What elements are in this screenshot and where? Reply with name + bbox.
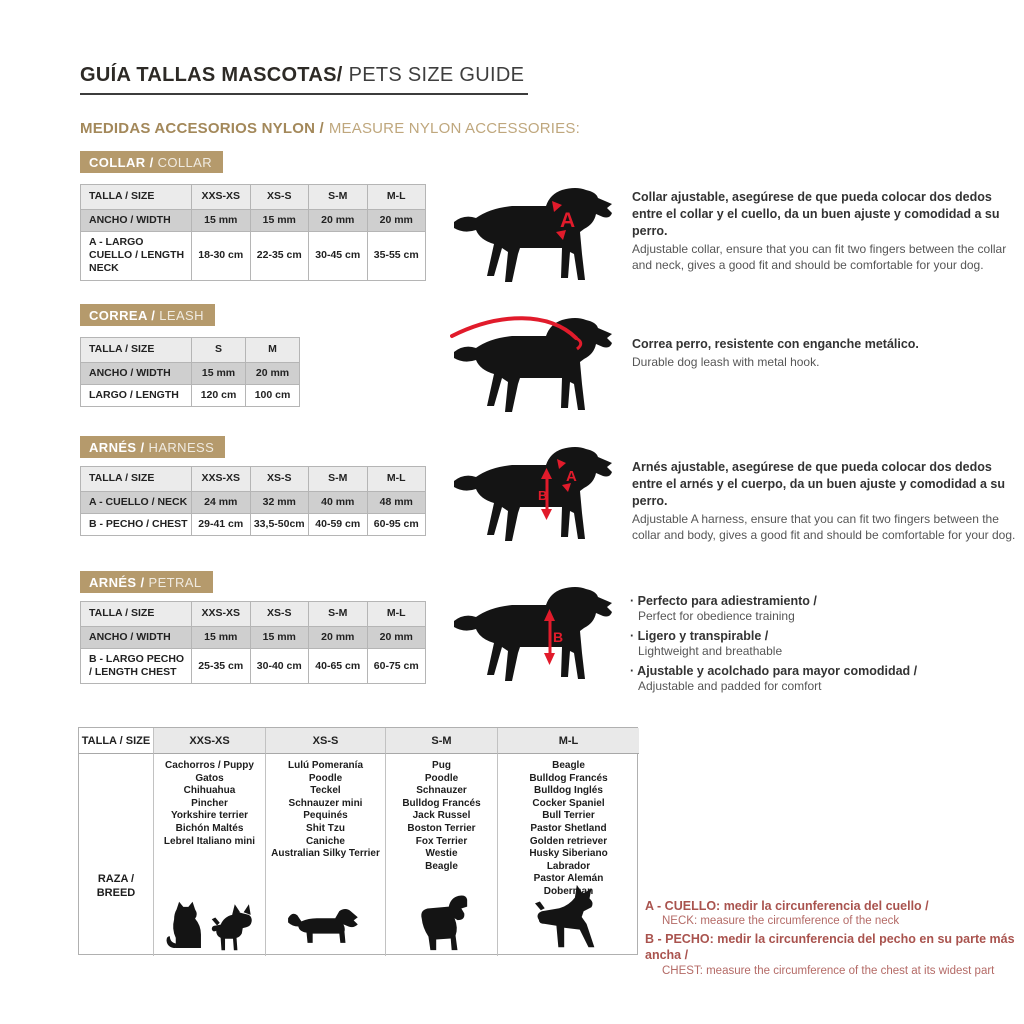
page-title-en: PETS SIZE GUIDE (348, 64, 525, 86)
size-value-cell: 30-45 cm (309, 232, 368, 280)
size-table-label-header: TALLA / SIZE (81, 602, 192, 627)
doberman-silhouette-icon (530, 882, 612, 954)
note-b-es: B - PECHO: medir la circunferencia del pecho en su parte más ancha / (645, 932, 1015, 963)
breed-item: Labrador (546, 860, 591, 872)
breed-item: Schnauzer mini (288, 797, 363, 809)
size-row-label: ANCHO / WIDTH (81, 210, 192, 232)
size-value-cell: 15 mm (250, 210, 309, 232)
badge-label-en: COLLAR (157, 155, 213, 170)
breed-item: Lulú Pomeranía (287, 760, 363, 771)
size-value-cell: 120 cm (192, 385, 246, 407)
collar-description-es: Collar ajustable, asegúrese de que pueda colocar dos dedos entre el collar y el cuello, da un buen ajuste y comodidad a su perro. (632, 190, 1000, 238)
breed-item: Pequinés (303, 810, 348, 822)
breed-item: Bulldog Francés (529, 772, 608, 784)
badge-label-en: PETRAL (148, 575, 202, 590)
harness-neck-marking-letter: A (566, 468, 577, 485)
size-table-label-header: TALLA / SIZE (81, 467, 192, 492)
collar-section-badge (80, 151, 223, 173)
breed-item: Westie (425, 848, 458, 860)
size-column-header: XS-S (250, 185, 309, 210)
breed-item: Golden retriever (529, 835, 608, 847)
size-value-cell: 20 mm (367, 210, 426, 232)
breed-item: Doberman (543, 885, 594, 897)
badge-label-es: CORREA / (89, 308, 156, 323)
size-row-label: LARGO / LENGTH (81, 385, 192, 407)
breed-item: Gatos (195, 772, 224, 784)
harness-description-en: Adjustable A harness, ensure that you can fit two fingers between the collar and body, gives a good fit and should be comfortable for your dog. (632, 511, 1016, 542)
breed-item: Pincher (191, 797, 228, 809)
leash-description (632, 336, 1020, 370)
cat-silhouette-icon (164, 900, 206, 954)
breed-item: Bull Terrier (542, 810, 595, 822)
breed-item: Poodle (308, 772, 343, 784)
page-title (80, 64, 528, 95)
petral-feature-es: · Perfecto para adiestramiento / (630, 594, 817, 608)
breed-item: Yorkshire terrier (170, 810, 249, 822)
harness-section-badge (80, 436, 225, 458)
chihuahua-silhouette-icon (210, 904, 256, 954)
size-row-label: B - LARGO PECHO / LENGTH CHEST (81, 649, 192, 684)
harness-description-es: Arnés ajustable, asegúrese de que pueda colocar dos dedos entre el arnés y el cuerpo, da un buen ajuste y comodidad a su perro. (632, 460, 1006, 508)
dog-harness-illustration-icon (450, 437, 620, 549)
badge-label-es: ARNÉS / (89, 575, 145, 590)
size-value-cell: 40-59 cm (309, 514, 368, 536)
size-column-header: S-M (309, 602, 368, 627)
breed-item: Bichón Maltés (175, 822, 244, 834)
breed-item: Poodle (424, 772, 459, 784)
note-b-en: CHEST: measure the circumference of the chest at its widest part (662, 964, 995, 977)
size-value-cell: 15 mm (192, 210, 251, 232)
petral-feature-es: · Ajustable y acolchado para mayor comodidad / (630, 663, 918, 678)
size-column-header: S-M (309, 467, 368, 492)
breed-item: Bulldog Francés (402, 797, 481, 809)
leash-section-badge (80, 304, 215, 326)
breed-item: Beagle (425, 860, 458, 872)
size-value-cell: 25-35 cm (192, 649, 251, 684)
dog-collar-illustration-icon (450, 182, 620, 288)
petral-section-badge (80, 571, 213, 593)
breed-header-xs-s: XS-S (266, 728, 386, 754)
measurement-notes (645, 896, 1017, 979)
breed-cell-s-m (386, 754, 498, 956)
leash-description-en: Durable dog leash with metal hook. (632, 354, 820, 369)
petral-feature-en: Adjustable and padded for comfort (638, 678, 822, 693)
size-value-cell: 15 mm (192, 363, 246, 385)
dachshund-silhouette-icon (286, 907, 366, 948)
breed-item: Cachorros / Puppy (165, 760, 254, 771)
breed-item: Jack Russel (412, 810, 471, 822)
size-value-cell: 32 mm (250, 492, 309, 514)
size-value-cell: 60-95 cm (367, 514, 426, 536)
breed-header-m-l: M-L (498, 728, 639, 754)
size-value-cell: 20 mm (246, 363, 300, 385)
harness-size-table (80, 466, 426, 536)
collar-description-en: Adjustable collar, ensure that you can fit two fingers between the collar and neck, gives a good fit and should be comfortable for your dog. (632, 241, 1007, 272)
breed-item: Schnauzer (416, 785, 467, 797)
size-row-label: ANCHO / WIDTH (81, 363, 192, 385)
size-row-label: A - CUELLO / NECK (81, 492, 192, 514)
badge-label-en: LEASH (159, 308, 204, 323)
note-a-en: NECK: measure the circumference of the neck (662, 915, 900, 928)
size-value-cell: 20 mm (309, 210, 368, 232)
breed-item: Lebrel Italiano mini (163, 835, 256, 847)
size-value-cell: 20 mm (309, 627, 368, 649)
collar-description (632, 189, 1020, 273)
size-value-cell: 40-65 cm (309, 649, 368, 684)
breed-item: Shit Tzu (306, 822, 345, 834)
size-value-cell: 60-75 cm (367, 649, 426, 684)
breed-item: Husky Siberiano (529, 848, 608, 860)
petral-chest-marking-letter: B (553, 629, 564, 645)
size-row-label: B - PECHO / CHEST (81, 514, 192, 536)
breed-row-label: RAZA / BREED (96, 873, 136, 900)
page-subtitle (80, 120, 580, 137)
badge-label-es: COLLAR / (89, 155, 154, 170)
note-a-es: A - CUELLO: medir la circunferencia del cuello / (645, 899, 929, 913)
size-value-cell: 15 mm (250, 627, 309, 649)
size-value-cell: 40 mm (309, 492, 368, 514)
size-row-label: ANCHO / WIDTH (81, 627, 192, 649)
size-column-header: M (246, 338, 300, 363)
petral-feature-list (630, 590, 1018, 695)
size-value-cell: 100 cm (246, 385, 300, 407)
breed-item: Teckel (310, 785, 341, 797)
badge-label-es: ARNÉS / (89, 440, 145, 455)
petral-feature-en: Perfect for obedience training (638, 609, 795, 624)
size-value-cell: 35-55 cm (367, 232, 426, 280)
page-subtitle-es: MEDIDAS ACCESORIOS NYLON / (80, 120, 324, 137)
size-value-cell: 18-30 cm (192, 232, 251, 280)
size-column-header: XXS-XS (192, 602, 251, 627)
size-column-header: XS-S (250, 467, 309, 492)
size-column-header: M-L (367, 602, 426, 627)
breed-item: Cocker Spaniel (532, 797, 605, 809)
breed-item: Boston Terrier (407, 822, 476, 834)
size-value-cell: 48 mm (367, 492, 426, 514)
size-value-cell: 20 mm (367, 627, 426, 649)
size-value-cell: 30-40 cm (250, 649, 309, 684)
size-value-cell: 33,5-50cm (250, 514, 309, 536)
size-value-cell: 29-41 cm (192, 514, 251, 536)
size-column-header: M-L (367, 185, 426, 210)
badge-label-en: HARNESS (148, 440, 215, 455)
size-column-header: S-M (309, 185, 368, 210)
size-column-header: XXS-XS (192, 467, 251, 492)
breed-row-label-cell (79, 754, 154, 956)
breed-header-xxs-xs: XXS-XS (154, 728, 266, 754)
petral-feature-es: · Ligero y transpirable / (630, 628, 769, 643)
petral-size-table (80, 601, 426, 684)
breed-item: Caniche (306, 835, 345, 847)
page-subtitle-en: MEASURE NYLON ACCESSORIES: (328, 120, 580, 137)
size-column-header: S (192, 338, 246, 363)
breed-cell-xxs-xs (154, 754, 266, 956)
size-value-cell: 15 mm (192, 627, 251, 649)
breed-header-s-m: S-M (386, 728, 498, 754)
breed-item: Pastor Alemán (533, 873, 604, 885)
harness-description (632, 459, 1020, 543)
size-column-header: XS-S (250, 602, 309, 627)
dog-petral-illustration-icon (450, 570, 620, 698)
breed-item: Fox Terrier (415, 835, 468, 847)
petral-feature-en: Lightweight and breathable (638, 644, 783, 659)
breed-item: Beagle (552, 760, 585, 771)
size-row-label: A - LARGO CUELLO / LENGTH NECK (81, 232, 192, 280)
collar-size-table (80, 184, 426, 281)
breed-item: Pastor Shetland (530, 822, 607, 834)
size-table-label-header: TALLA / SIZE (81, 338, 192, 363)
page-title-es: GUÍA TALLAS MASCOTAS/ (80, 64, 343, 86)
breed-item: Australian Silky Terrier (271, 848, 380, 860)
collar-marking-letter: A (560, 209, 576, 232)
breed-size-table (78, 727, 638, 955)
breed-cell-m-l (498, 754, 639, 956)
breed-cell-xs-s (266, 754, 386, 956)
breed-header-size: TALLA / SIZE (79, 728, 154, 754)
breed-item: Pug (432, 760, 451, 771)
breed-item: Bulldog Inglés (534, 785, 603, 797)
leash-size-table (80, 337, 300, 407)
dog-leash-illustration-icon (450, 306, 620, 418)
size-value-cell: 24 mm (192, 492, 251, 514)
schnauzer-silhouette-icon (412, 894, 472, 954)
size-table-label-header: TALLA / SIZE (81, 185, 192, 210)
leash-description-es: Correa perro, resistente con enganche metálico. (632, 337, 919, 351)
harness-chest-marking-letter: B (538, 488, 548, 503)
size-column-header: XXS-XS (192, 185, 251, 210)
size-value-cell: 22-35 cm (250, 232, 309, 280)
breed-item: Chihuahua (183, 785, 236, 797)
size-column-header: M-L (367, 467, 426, 492)
